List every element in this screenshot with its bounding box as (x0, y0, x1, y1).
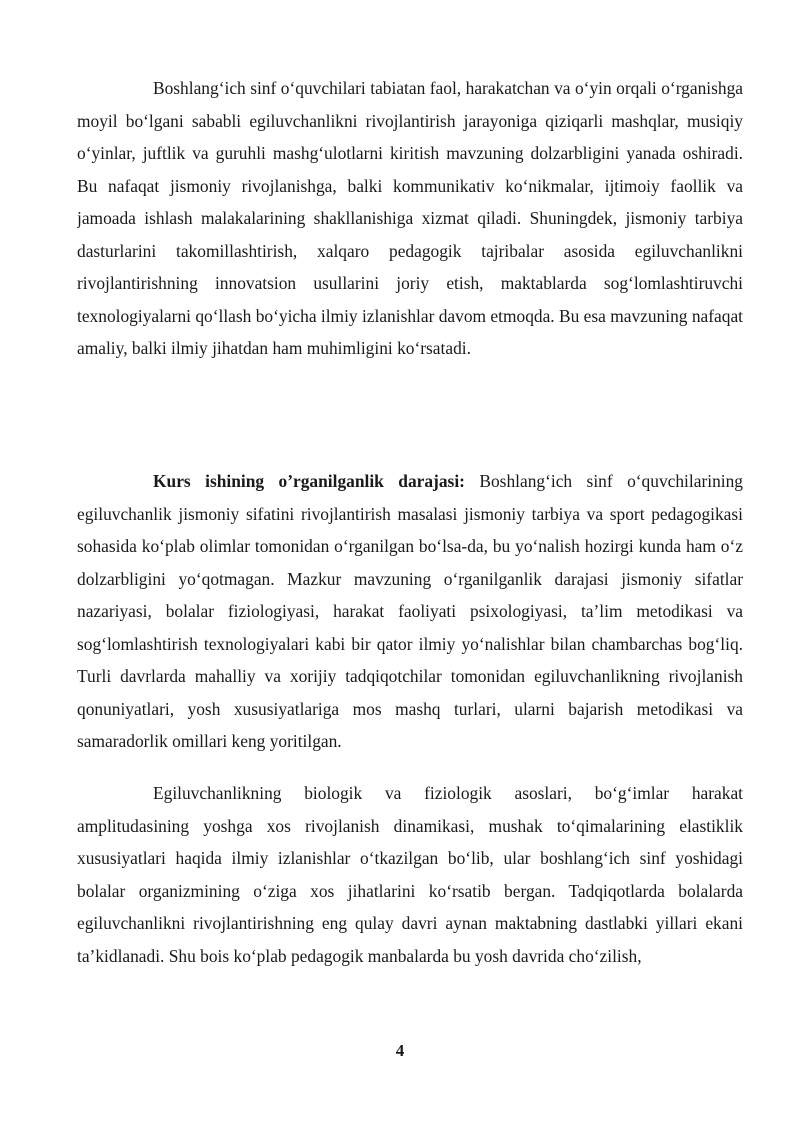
page-number: 4 (395, 1041, 405, 1060)
document-body (77, 72, 743, 966)
body-paragraph-2-text: Boshlang‘ich sinf o‘quvchilarining egiluvchanlik jismoniy sifatini rivojlantirish masalasi jismoniy tarbiya va sport pedagogikasi sohasida ko‘plab olimlar tomonidan o‘rganilgan bo‘lsa-da, bu yo‘nalish hozirgi kunda ham o‘z dolzarbligini yo‘qotmagan. Mazkur mavzuning o‘rganilganlik darajasi jismoniy sifatlar nazariyasi, bolalar fiziologiyasi, harakat faoliyati psixologiyasi, ta’lim metodikasi va sog‘lomlashtirish texnologiyalari kabi bir qator ilmiy yo‘nalishlar bilan chambarchas bog‘liq. Turli davrlarda mahalliy va xorijiy tadqiqotchilar tomonidan egiluvchanlikning rivojlanish qonuniyatlari, yosh xususiyatlariga mos mashq turlari, ularni bajarish metodikasi va samaradorlik omillari keng yoritilgan. (77, 471, 743, 751)
body-paragraph-1: Boshlang‘ich sinf o‘quvchilari tabiatan faol, harakatchan va o‘yin orqali o‘rganishga moyil bo‘lgani sababli egiluvchanlikni rivojlantirish jarayoniga qiziqarli mashqlar, musiqiy o‘yinlar, juftlik va guruhli mashg‘ulotlarni kiritish mavzuning dolzarbligini yanada oshiradi. Bu nafaqat jismoniy rivojlanishga, balki kommunikativ ko‘nikmalar, ijtimoiy faollik va jamoada ishlash malakalarining shakllanishiga xizmat qiladi. Shuningdek, jismoniy tarbiya dasturlarini takomillashtirish, xalqaro pedagogik tajribalar asosida egiluvchanlikni rivojlantirishning innovatsion usullarini joriy etish, maktablarda sog‘lomlashtiruvchi texnologiyalarni qo‘llash bo‘yicha ilmiy izlanishlar davom etmoqda. Bu esa mavzuning nafaqat amaliy, balki ilmiy jihatdan ham muhimligini ko‘rsatadi. (77, 78, 743, 358)
body-paragraph-3: Egiluvchanlikning biologik va fiziologik asoslari, bo‘g‘imlar harakat amplitudasining yoshga xos rivojlanish dinamikasi, mushak to‘qimalarining elastiklik xususiyatlari haqida ilmiy izlanishlar o‘tkazilgan bo‘lib, ular boshlang‘ich sinf yoshidagi bolalar organizmining o‘ziga xos jihatlarini ko‘rsatib bergan. Tadqiqotlarda bolalarda egiluvchanlikni rivojlantirishning eng qulay davri aynan maktabning dastlabki yillari ekani ta’kidlanadi. Shu bois ko‘plab pedagogik manbalarda bu yosh davrida cho‘zilish, (77, 783, 743, 966)
section-heading: Kurs ishining o’rganilganlik darajasi: (153, 471, 465, 491)
body-paragraph-2 (77, 465, 743, 757)
